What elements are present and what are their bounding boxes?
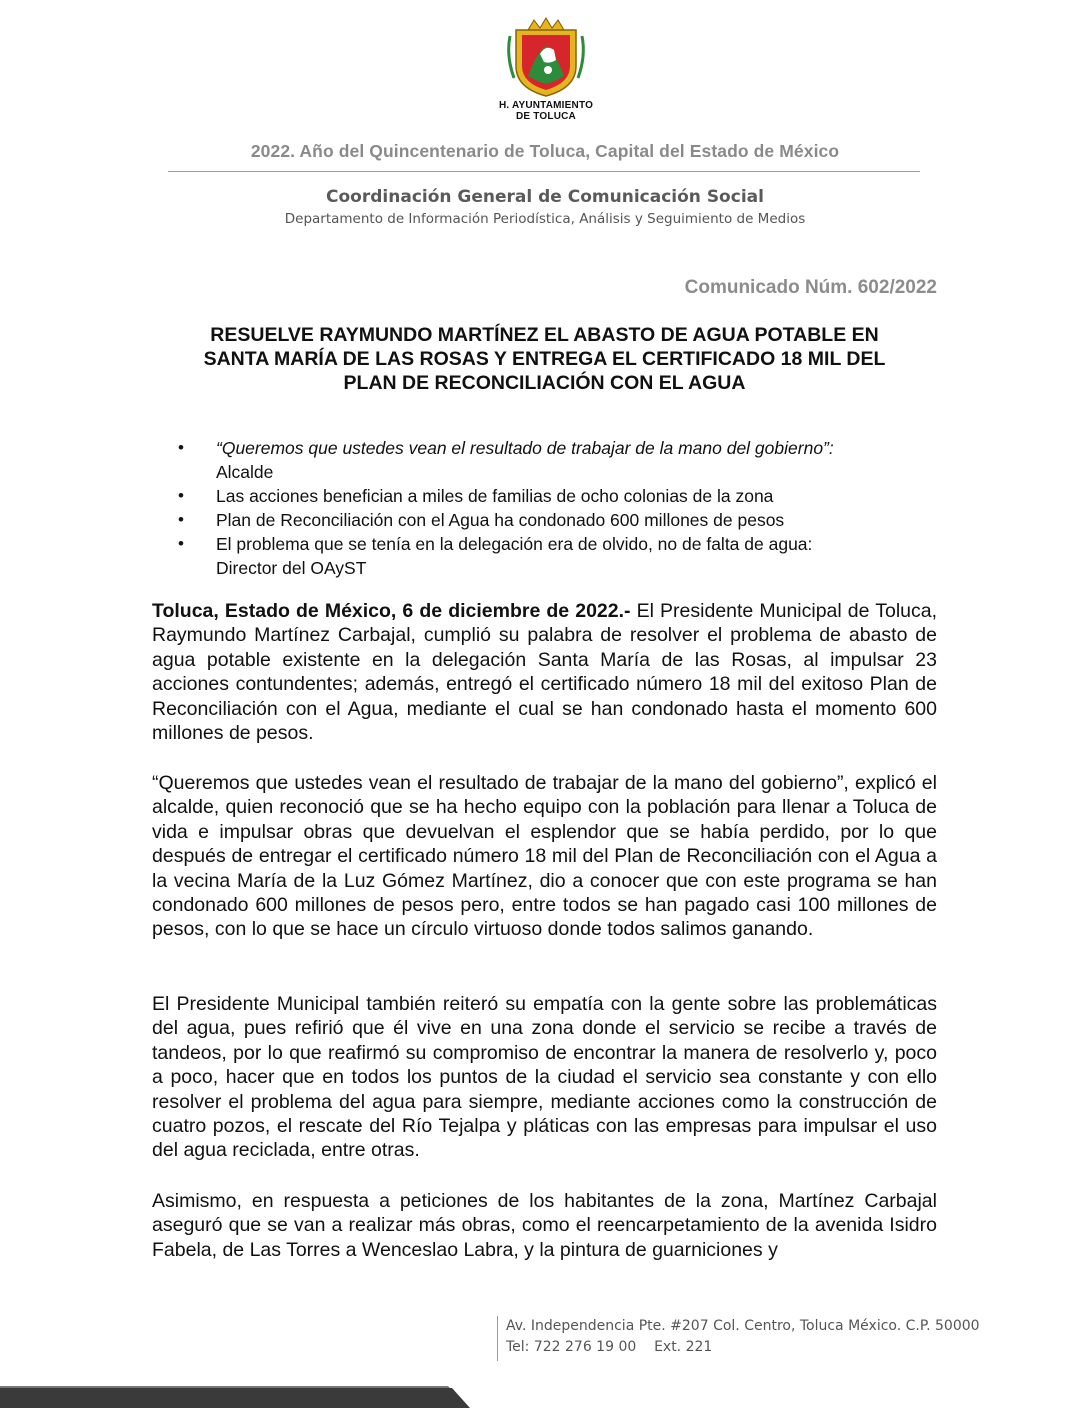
footer-divider	[497, 1316, 498, 1361]
list-item	[178, 508, 918, 532]
bullet-icon: •	[178, 510, 184, 529]
logo-line-2: DE TOLUCA	[516, 111, 576, 122]
year-banner: 2022. Año del Quincentenario de Toluca, Capital del Estado de México	[250, 141, 840, 161]
highlights-list	[178, 436, 918, 580]
headline-line: PLAN DE RECONCILIACIÓN CON EL AGUA	[343, 372, 746, 394]
list-item	[178, 532, 918, 580]
paragraph-text: El Presidente Municipal de Toluca, Raymundo Martínez Carbajal, cumplió su palabra de resolver el problema de abasto de agua potable existente en la delegación Santa María de las Rosas, al impulsar 23 acciones contundentes; además, entregó el certificado número 18 mil del exitoso Plan de Reconciliación con el Agua, mediante el cual se han condonado hasta el momento 600 millones de pesos.	[152, 600, 938, 745]
list-item	[178, 484, 918, 508]
bullet-icon: •	[178, 438, 184, 457]
bullet-text: Plan de Reconciliación con el Agua ha condonado 600 millones de pesos	[216, 510, 785, 530]
coat-of-arms-icon	[498, 16, 594, 98]
body-paragraph-1	[152, 599, 937, 745]
footer-stripe	[0, 1386, 1088, 1408]
bullet-quote: “Queremos que ustedes vean el resultado de trabajar de la mano del gobierno”:	[216, 438, 834, 458]
communique-number: Comunicado Núm. 602/2022	[684, 277, 937, 298]
dateline: Toluca, Estado de México, 6 de diciembre de 2022.-	[152, 600, 631, 622]
body-paragraph-2: “Queremos que ustedes vean el resultado de trabajar de la mano del gobierno”, explicó el alcalde, quien reconoció que se ha hecho equipo con la población para llenar a Toluca de vida e impulsar obras que devuelvan el esplendor que se había perdido, por lo que después de entregar el certificado número 18 mil del Plan de Reconciliación con el Agua a la vecina María de la Luz Gómez Martínez, dio a conocer que con este programa se han condonado 600 millones de pesos pero, entre todos se han pagado casi 100 millones de pesos, con lo que se hace un círculo virtuoso donde todos salimos ganando.	[152, 772, 937, 941]
logo-line-1: H. AYUNTAMIENTO	[498, 100, 594, 111]
bullet-icon: •	[178, 534, 184, 553]
headline-line: SANTA MARÍA DE LAS ROSAS Y ENTREGA EL CERTIFICADO 18 MIL DEL	[203, 348, 886, 370]
bullet-attribution: Alcalde	[216, 462, 274, 482]
bullet-attribution: Director del OAyST	[216, 558, 367, 578]
municipal-logo	[488, 16, 604, 122]
footer-address: Av. Independencia Pte. #207 Col. Centro, Toluca México. C.P. 50000	[506, 1318, 980, 1334]
footer-phone: Tel: 722 276 19 00 Ext. 221	[506, 1339, 713, 1355]
body-paragraph-3: El Presidente Municipal también reiteró su empatía con la gente sobre las problemáticas del agua, pues refirió que él vive en una zona donde el servicio se recibe a través de tandeos, por lo que reafirmó su compromiso de encontrar la manera de resolverlo y, poco a poco, hacer que en todos los puntos de la ciudad el servicio sea constante y con ello resolver el problema del agua para siempre, mediante acciones como la construcción de cuatro pozos, el rescate del Río Tejalpa y pláticas con las empresas para impulsar el uso del agua reciclada, entre otras.	[152, 993, 937, 1162]
bullet-text: Las acciones benefician a miles de familias de ocho colonias de la zona	[216, 486, 774, 506]
body-paragraph-4: Asimismo, en respuesta a peticiones de los habitantes de la zona, Martínez Carbajal aseguró que se van a realizar más obras, como el reencarpetamiento de la avenida Isidro Fabela, de Las Torres a Wenceslao Labra, y la pintura de guarniciones y	[152, 1190, 937, 1261]
department-subtitle: Departamento de Información Periodística, Análisis y Seguimiento de Medios	[284, 211, 806, 227]
bullet-text: El problema que se tenía en la delegación era de olvido, no de falta de agua:	[216, 534, 813, 554]
header-divider	[168, 171, 920, 172]
headline	[152, 323, 937, 395]
headline-line: RESUELVE RAYMUNDO MARTÍNEZ EL ABASTO DE AGUA POTABLE EN	[210, 324, 879, 346]
department-title: Coordinación General de Comunicación Social	[326, 187, 764, 207]
list-item	[178, 436, 918, 484]
bullet-icon: •	[178, 486, 184, 505]
